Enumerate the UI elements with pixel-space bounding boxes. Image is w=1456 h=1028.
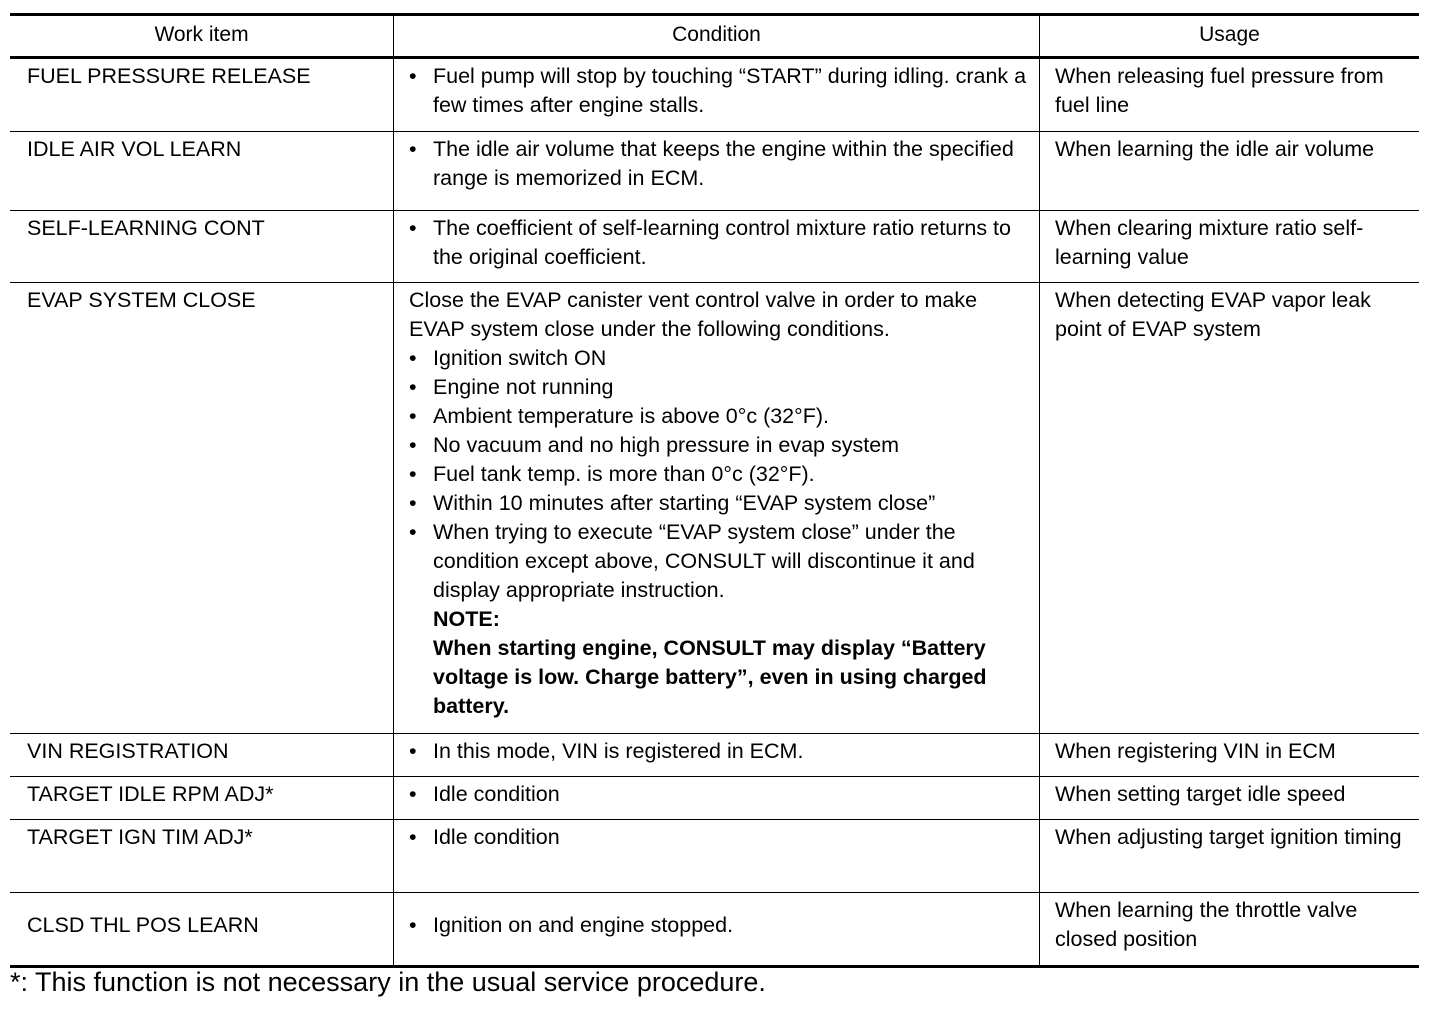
header-condition: Condition bbox=[394, 16, 1040, 56]
work-item-cell: EVAP SYSTEM CLOSE bbox=[10, 283, 394, 733]
bullet-item: • Fuel pump will stop by touching “START” during idling. crank a few times after engine stalls. bbox=[409, 64, 1027, 117]
work-item-cell: IDLE AIR VOL LEARN bbox=[10, 132, 394, 210]
bullet-item: • No vacuum and no high pressure in evap system bbox=[409, 433, 900, 457]
bullet-item: • When trying to execute “EVAP system close” under the condition except above, CONSULT will discontinue it and display appropriate instruction. bbox=[409, 520, 975, 602]
work-item-cell: TARGET IDLE RPM ADJ* bbox=[10, 777, 394, 819]
footnote: *: This function is not necessary in the usual service procedure. bbox=[10, 967, 766, 997]
condition-cell bbox=[394, 777, 1040, 819]
work-item-cell: FUEL PRESSURE RELEASE bbox=[10, 59, 394, 131]
header-work-item: Work item bbox=[10, 16, 394, 56]
bullet-item: • Ambient temperature is above 0°c (32°F). bbox=[409, 404, 830, 428]
condition-cell bbox=[394, 893, 1040, 965]
table-row bbox=[10, 820, 1419, 893]
note-text: When starting engine, CONSULT may display “Battery voltage is low. Charge battery”, even in using charged battery. bbox=[433, 636, 987, 718]
usage-cell: When learning the throttle valve closed position bbox=[1055, 898, 1358, 951]
condition-cell bbox=[394, 132, 1040, 210]
condition-cell bbox=[394, 283, 1040, 733]
usage-cell: When clearing mixture ratio self-learning value bbox=[1055, 216, 1364, 269]
table-row bbox=[10, 132, 1419, 211]
condition-cell bbox=[394, 59, 1040, 131]
table-row bbox=[10, 893, 1419, 965]
bullet-item: • Idle condition bbox=[409, 825, 560, 849]
bullet-item: • Ignition switch ON bbox=[409, 346, 607, 370]
bullet-item: • Within 10 minutes after starting “EVAP system close” bbox=[409, 491, 936, 515]
condition-intro: Close the EVAP canister vent control valve in order to make EVAP system close under the following conditions. bbox=[409, 288, 978, 341]
table-row bbox=[10, 211, 1419, 283]
work-item-cell: SELF-LEARNING CONT bbox=[10, 211, 394, 282]
table-row bbox=[10, 777, 1419, 820]
usage-cell: When detecting EVAP vapor leak point of EVAP system bbox=[1055, 288, 1371, 341]
usage-cell: When registering VIN in ECM bbox=[1055, 739, 1336, 763]
bullet-item: • Ignition on and engine stopped. bbox=[409, 913, 734, 937]
bullet-item: • Fuel tank temp. is more than 0°c (32°F). bbox=[409, 462, 815, 486]
bullet-item: • Idle condition bbox=[409, 782, 560, 806]
table-row bbox=[10, 734, 1419, 777]
bullet-item: • In this mode, VIN is registered in ECM. bbox=[409, 739, 804, 763]
work-item-cell: CLSD THL POS LEARN bbox=[10, 893, 394, 965]
table-header bbox=[10, 16, 1419, 59]
table-row bbox=[10, 283, 1419, 734]
header-usage: Usage bbox=[1199, 23, 1260, 46]
condition-cell bbox=[394, 211, 1040, 282]
usage-cell: When adjusting target ignition timing bbox=[1055, 825, 1402, 849]
note-label: NOTE: bbox=[433, 607, 500, 631]
work-support-table bbox=[10, 13, 1419, 968]
usage-cell: When releasing fuel pressure from fuel line bbox=[1055, 64, 1384, 117]
work-item-cell: VIN REGISTRATION bbox=[10, 734, 394, 776]
condition-cell bbox=[394, 820, 1040, 892]
table-row bbox=[10, 59, 1419, 132]
work-item-cell: TARGET IGN TIM ADJ* bbox=[10, 820, 394, 892]
condition-cell bbox=[394, 734, 1040, 776]
bullet-item: • The coefficient of self-learning control mixture ratio returns to the original coefficient. bbox=[409, 216, 1011, 269]
bullet-item: • The idle air volume that keeps the engine within the specified range is memorized in ECM. bbox=[409, 137, 1014, 190]
usage-cell: When setting target idle speed bbox=[1055, 782, 1346, 806]
usage-cell: When learning the idle air volume bbox=[1055, 137, 1375, 161]
bullet-item: • Engine not running bbox=[409, 375, 614, 399]
